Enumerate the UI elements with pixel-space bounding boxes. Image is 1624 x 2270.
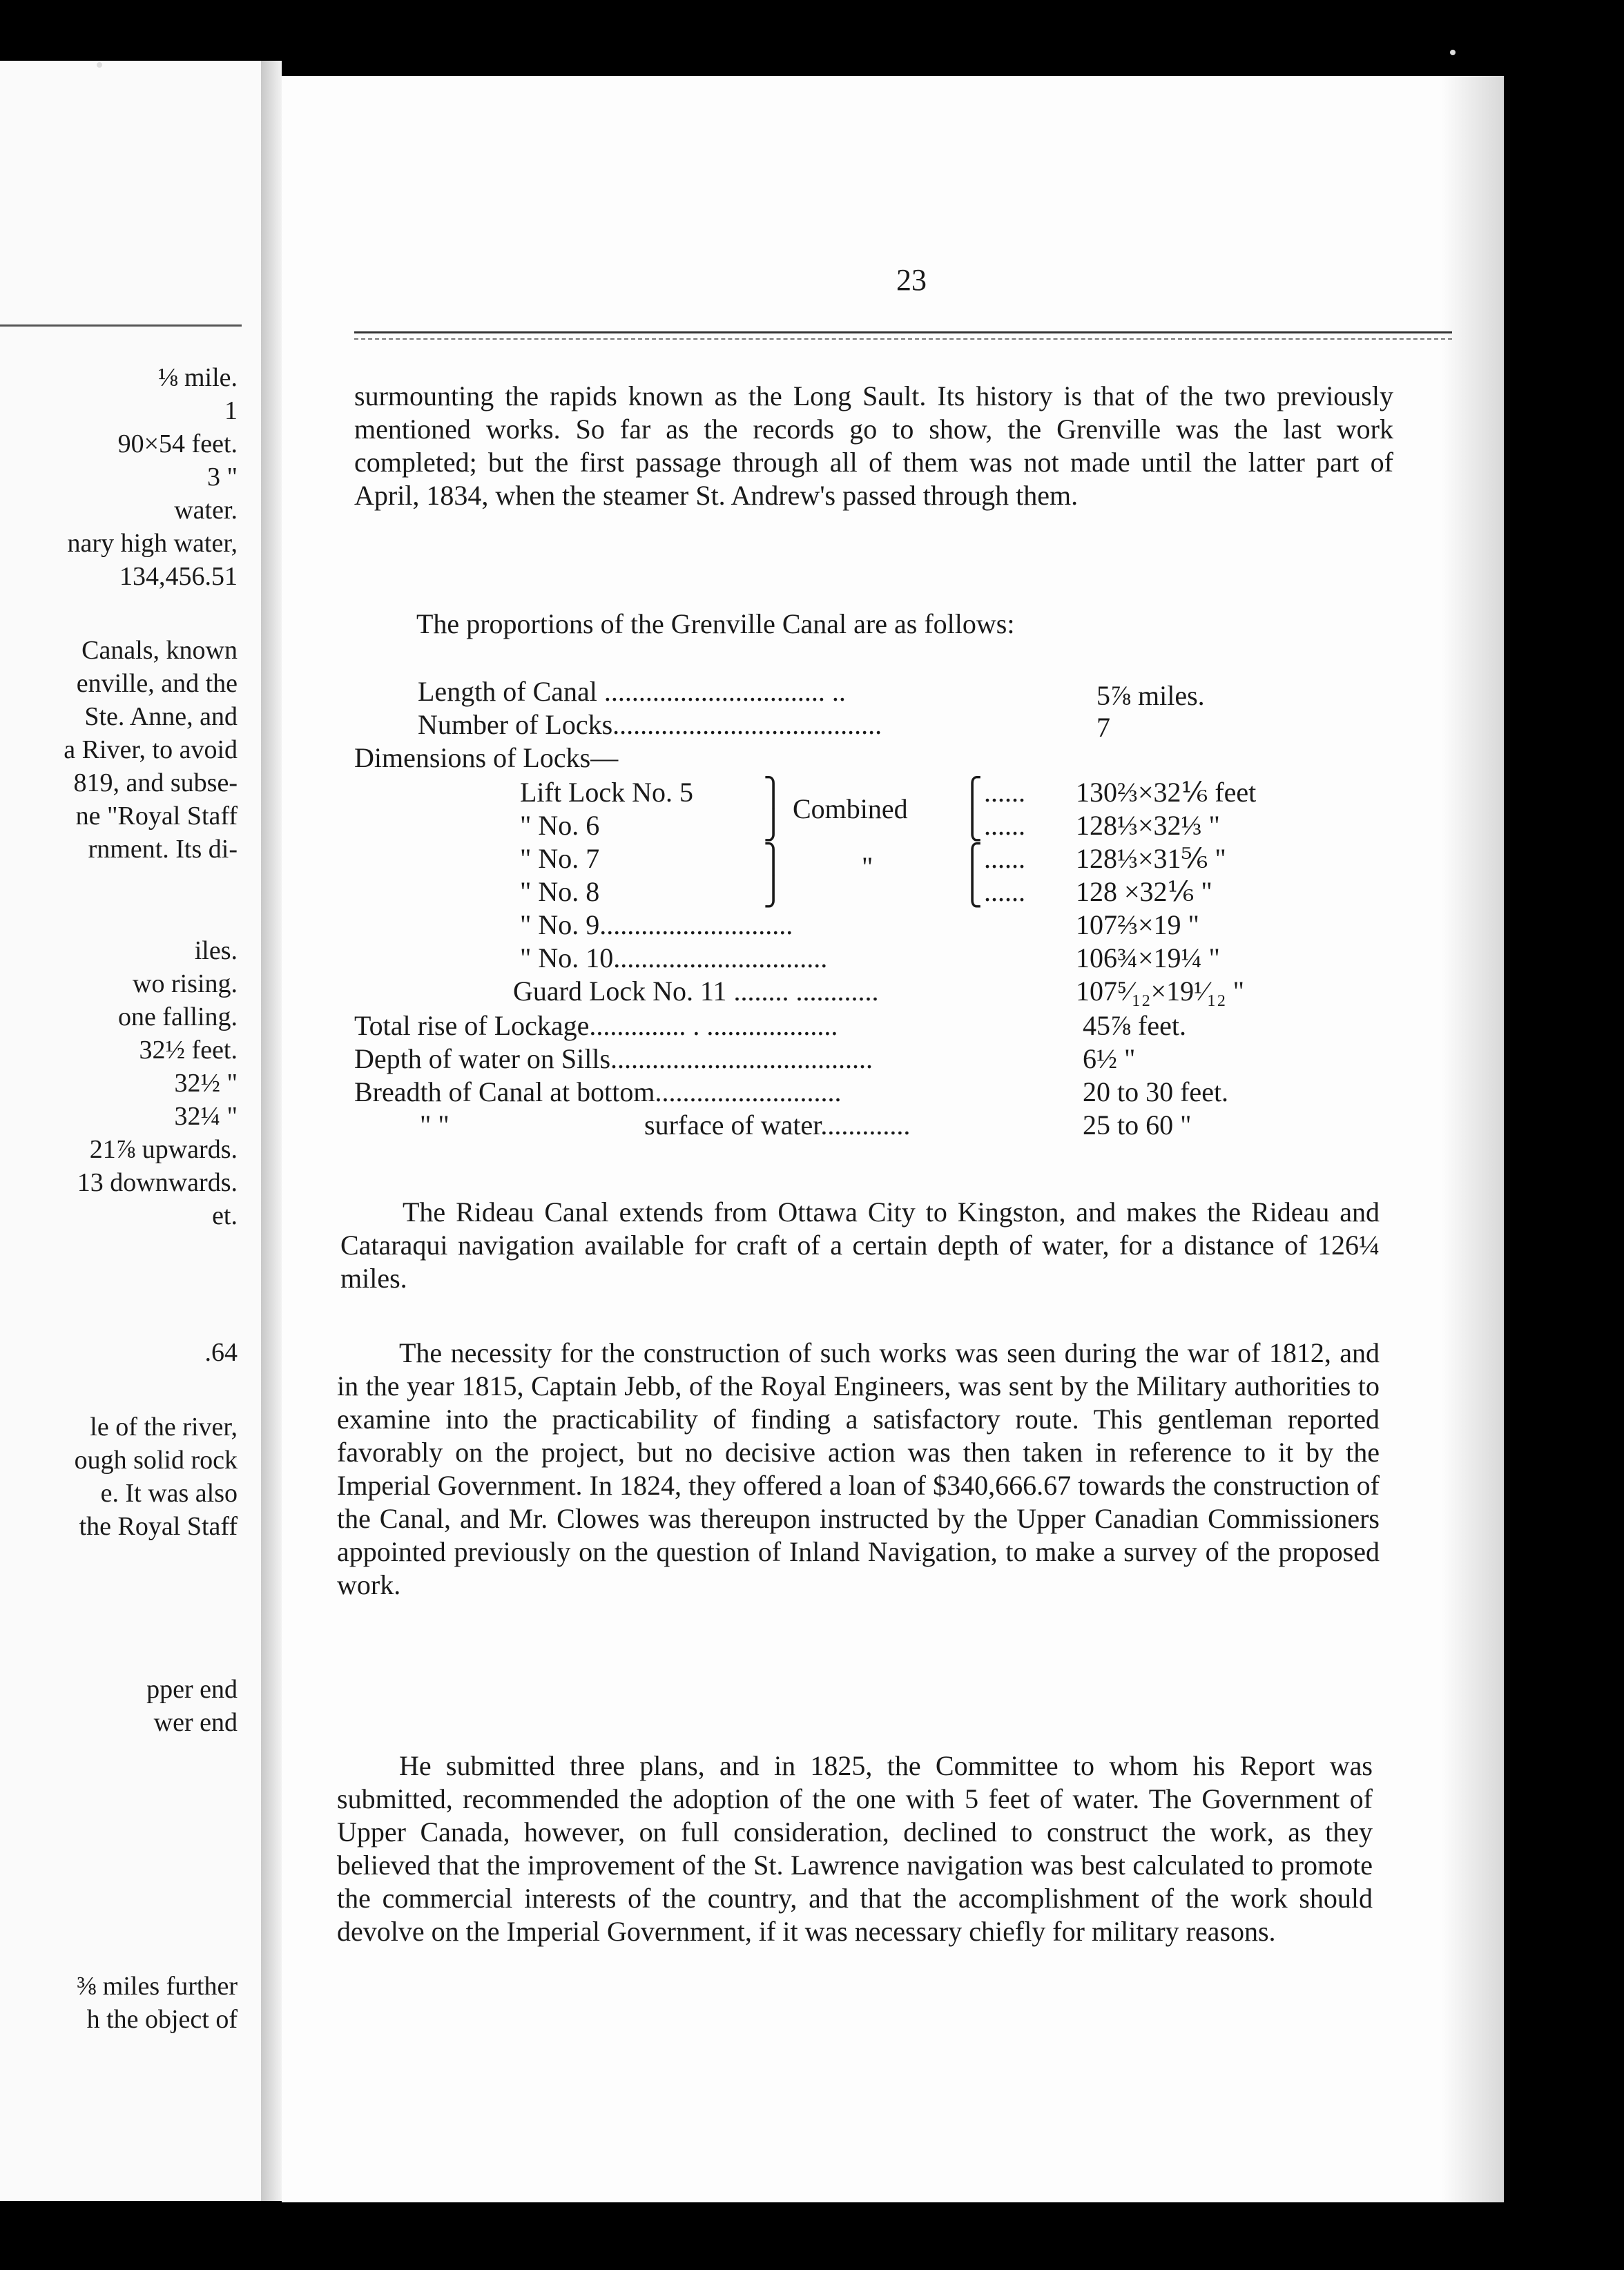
left-line: Canals, known: [81, 636, 238, 665]
surface-label: surface of water.............: [644, 1109, 911, 1141]
left-line: Ste. Anne, and: [84, 702, 238, 731]
left-line: iles.: [194, 936, 238, 965]
lock-dots: ......: [984, 876, 1025, 907]
left-line: et.: [212, 1201, 238, 1230]
lock-label: " No. 7: [520, 843, 600, 874]
scan-speck: [1450, 50, 1456, 55]
lock-dimension: 106¾×19¼ ": [1076, 942, 1220, 973]
left-page-rule: [0, 324, 242, 327]
locks-value: 7: [1096, 712, 1110, 743]
rise-value: 45⅞ feet.: [1083, 1010, 1186, 1041]
surface-ditto: " ": [420, 1109, 450, 1141]
header-rule: [354, 331, 1452, 333]
book-spine: [261, 61, 282, 2201]
left-line: water.: [174, 496, 238, 525]
brace-right: ⎧: [962, 843, 983, 874]
lock-label: " No. 10...............................: [520, 942, 828, 973]
combined-label: Combined: [793, 793, 908, 824]
paragraph-necessity: The necessity for the construction of such works was seen during the war of 1812, and in the year 1815, Captain Jebb, of the Royal Engineers, was sent by the Military authorities to examine into the practicability of finding a satisfactory route. This gentleman reported favorably on the project, but no decisive action was then taken in reference to it by the Imperial Government. In 1824, they offered a loan of $340,666.67 towards the construction of the Canal, and Mr. Clowes was thereupon instructed by the Upper Canadian Commissioners appointed previously on the question of Inland Navigation, to make a survey of the proposed work.: [337, 1337, 1380, 1600]
left-line: 90×54 feet.: [117, 429, 238, 458]
grenville-intro: The proportions of the Grenville Canal are as follows:: [416, 608, 1015, 639]
left-line: one falling.: [117, 1002, 238, 1031]
left-line: 32½ ": [174, 1069, 238, 1098]
left-line: 21⅞ upwards.: [89, 1135, 238, 1164]
header-rule-dashed: [354, 338, 1452, 340]
lock-label: " No. 9............................: [520, 909, 793, 940]
left-line: 3 ": [206, 463, 238, 492]
right-page: [282, 76, 1504, 2202]
left-line: 819, and subse-: [73, 768, 238, 797]
lock-dimension: 130⅔×32⅙ feet: [1076, 777, 1257, 808]
dimensions-label: Dimensions of Locks—: [354, 742, 619, 773]
left-line: 32¼ ": [174, 1102, 238, 1131]
depth-value: 6½ ": [1083, 1043, 1136, 1074]
brace-right: ⎩: [962, 810, 983, 841]
lock-dots: ......: [984, 843, 1025, 874]
length-label: Length of Canal ................................ ..: [418, 676, 846, 707]
breadth-value: 20 to 30 feet.: [1083, 1076, 1229, 1107]
brace-right: ⎩: [962, 876, 983, 907]
depth-label: Depth of water on Sills......................................: [354, 1043, 873, 1074]
left-line: 32½ feet.: [139, 1036, 238, 1065]
left-line: ⅛ mile.: [157, 363, 238, 392]
grenville-table: [354, 675, 1459, 1241]
surface-value: 25 to 60 ": [1083, 1109, 1192, 1141]
left-line: 13 downwards.: [77, 1168, 238, 1197]
left-page-fragment: [0, 61, 261, 2201]
brace-left: ⎭: [763, 810, 784, 841]
left-line: 134,456.51: [119, 562, 238, 591]
left-line: the Royal Staff: [79, 1512, 238, 1541]
left-line: enville, and the: [76, 669, 238, 698]
lock-label: " No. 6: [520, 810, 600, 841]
left-line: nary high water,: [67, 529, 238, 558]
lock-label: Lift Lock No. 5: [520, 777, 694, 808]
left-line: pper end: [146, 1675, 238, 1704]
lock-label: " No. 8: [520, 876, 600, 907]
paragraph-long-sault: surmounting the rapids known as the Long Sault. Its history is that of the two previously mentioned works. So far as the records go to show, the Grenville was the last work completed; but the first passage through all of them was not made until the latter part of April, 1834, when the steamer St. Andrew's passed through them.: [354, 380, 1393, 511]
page-number: 23: [896, 263, 927, 297]
breadth-label: Breadth of Canal at bottom...........................: [354, 1076, 842, 1107]
left-line: ne "Royal Staff: [75, 802, 238, 831]
lock-dots: ......: [984, 810, 1025, 841]
left-line: wer end: [153, 1708, 238, 1737]
lock-dimension: 128 ×32⅙ ": [1076, 876, 1212, 907]
rise-label: Total rise of Lockage.............. . ...................: [354, 1010, 838, 1041]
lock-dots: ......: [984, 777, 1025, 808]
lock-dimension: 128⅓×32⅓ ": [1076, 810, 1220, 841]
left-line: le of the river,: [90, 1413, 238, 1442]
paragraph-plans: He submitted three plans, and in 1825, the Committee to whom his Report was submitted, recommended the adoption of the one with 5 feet of water. The Government of Upper Canada, however, on full consideration, declined to construct the work, as they believed that the improvement of the St. Lawrence navigation was best calculated to promote the commercial interests of the country, and that the accomplishment of the work should devolve on the Imperial Government, if it was necessary chiefly for military reasons.: [337, 1750, 1373, 1947]
left-line: 1: [224, 396, 238, 425]
left-line: ⅜ miles further: [76, 1972, 238, 2001]
lock-dimension: 107⁵⁄₁₂×19¹⁄₁₂ ": [1076, 976, 1244, 1007]
brace-right: ⎧: [962, 777, 983, 808]
locks-label: Number of Locks.......................................: [418, 709, 882, 740]
left-line: a River, to avoid: [64, 735, 238, 764]
lock-label: Guard Lock No. 11 ........ ............: [513, 976, 879, 1007]
length-value: 5⅞ miles.: [1096, 680, 1205, 711]
lock-dimension: 128⅓×31⅚ ": [1076, 843, 1226, 874]
brace-left: ⎫: [763, 843, 784, 874]
left-line: ough solid rock: [74, 1446, 238, 1475]
paragraph-rideau: The Rideau Canal extends from Ottawa City to Kingston, and makes the Rideau and Cataraqui navigation available for craft of a certain depth of water, for a distance of 126¼ miles.: [340, 1196, 1380, 1294]
left-line: e. It was also: [100, 1479, 238, 1508]
brace-left: ⎭: [763, 876, 784, 907]
left-line: .64: [204, 1338, 238, 1367]
combined-ditto: ": [862, 851, 873, 882]
left-line: rnment. Its di-: [88, 835, 238, 864]
brace-left: ⎫: [763, 777, 784, 808]
lock-dimension: 107⅔×19 ": [1076, 909, 1199, 940]
scan-speck: [97, 62, 102, 68]
left-line: h the object of: [86, 2005, 238, 2034]
left-line: wo rising.: [133, 969, 238, 998]
